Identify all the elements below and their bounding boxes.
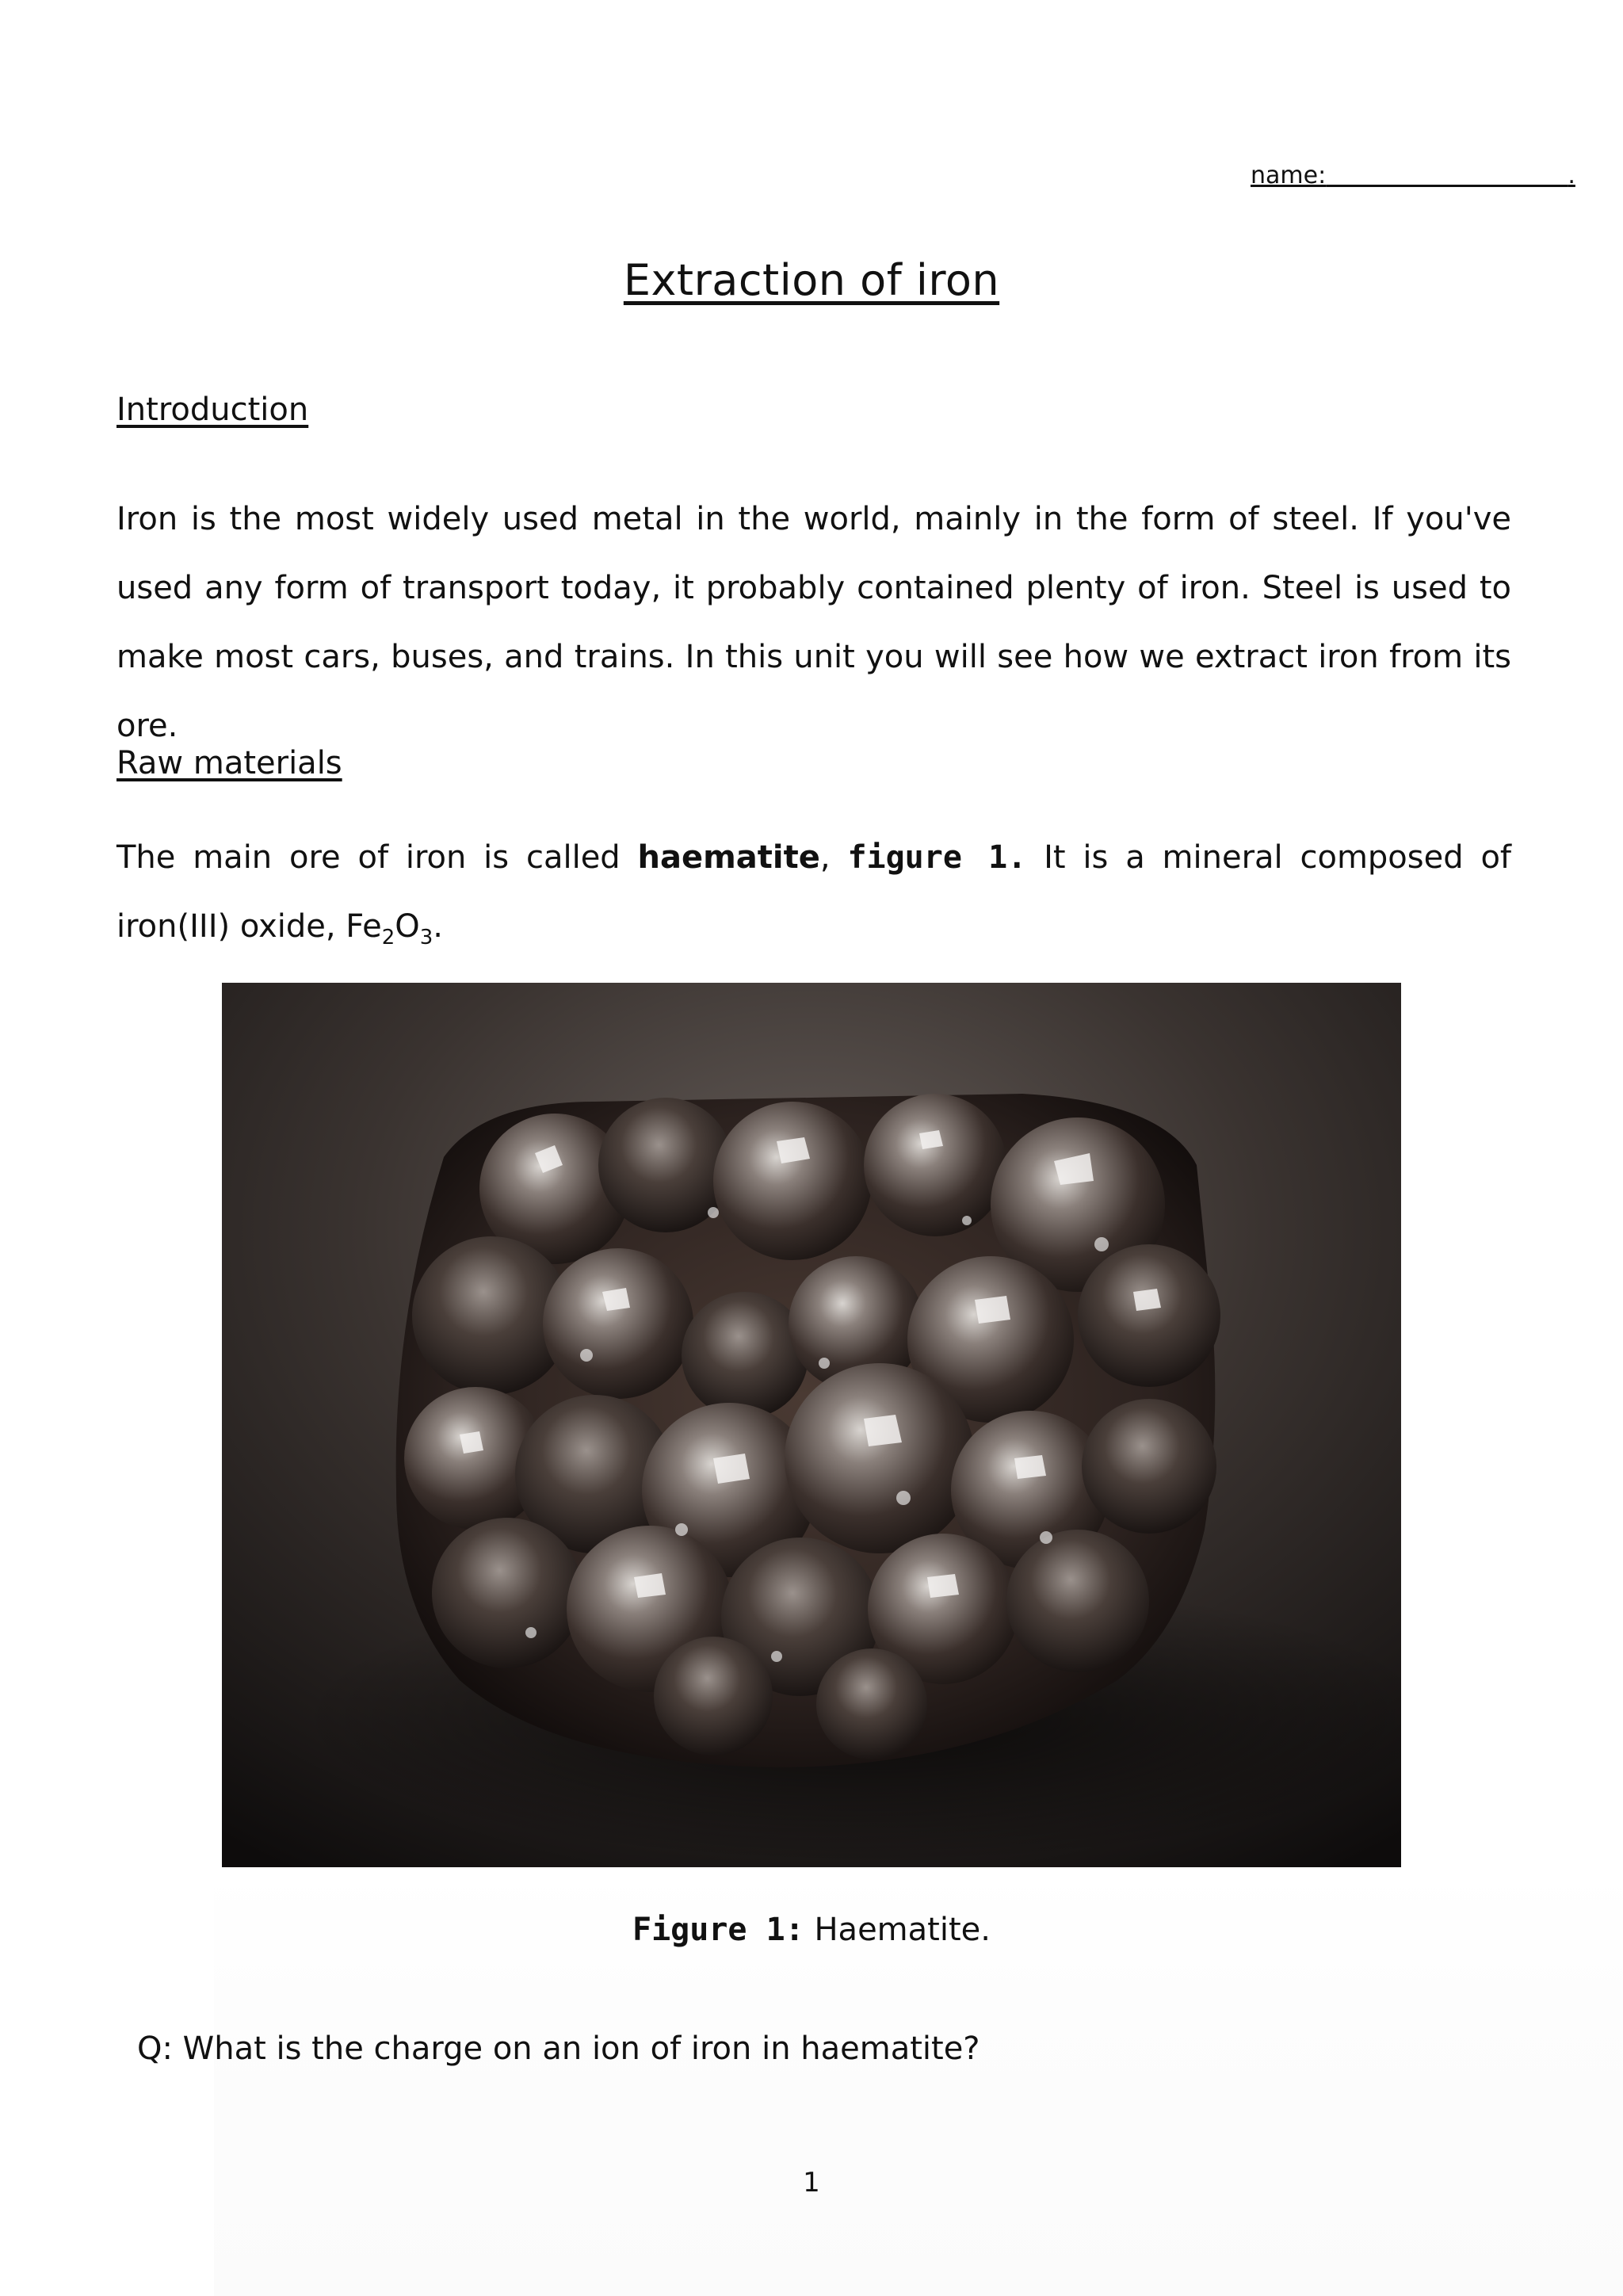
name-field <box>1251 162 1575 189</box>
raw-text-after: It is a mineral composed of iron(III) oxide, <box>116 839 1512 945</box>
figure-caption-text: Haematite. <box>804 1912 991 1948</box>
figure-reference: figure 1. <box>847 839 1027 876</box>
introduction-heading: Introduction <box>116 392 309 428</box>
name-suffix: . <box>1568 162 1575 189</box>
haematite-photo <box>222 983 1401 1867</box>
haematite-term: haematite <box>637 839 820 876</box>
formula-fe: Fe <box>346 908 382 945</box>
name-blank <box>1326 162 1568 189</box>
formula-o: O <box>395 908 420 945</box>
figure-caption <box>0 1912 1623 1948</box>
raw-materials-paragraph <box>116 823 1511 961</box>
question-text: Q: What is the charge on an ion of iron in haematite? <box>137 2030 980 2067</box>
introduction-paragraph: Iron is the most widely used metal in the world, mainly in the form of steel. If you've used any form of transport today, it probably contained plenty of iron. Steel is used to make most cars, buses, and trains. In this unit you will see how we extract iron from its ore. <box>116 501 1511 744</box>
formula-fe-subscript: 2 <box>381 926 395 949</box>
formula-o-subscript: 3 <box>419 926 433 949</box>
raw-materials-heading: Raw materials <box>116 745 342 781</box>
figure-label: Figure 1: <box>632 1912 804 1948</box>
document-title: Extraction of iron <box>623 255 1000 305</box>
raw-comma: , <box>819 839 848 876</box>
formula-end: . <box>433 908 444 945</box>
raw-text-before: The main ore of iron is called <box>116 839 638 876</box>
haematite-photo-icon <box>222 983 1401 1867</box>
name-label: name: <box>1251 162 1327 189</box>
page-number: 1 <box>803 2167 820 2199</box>
